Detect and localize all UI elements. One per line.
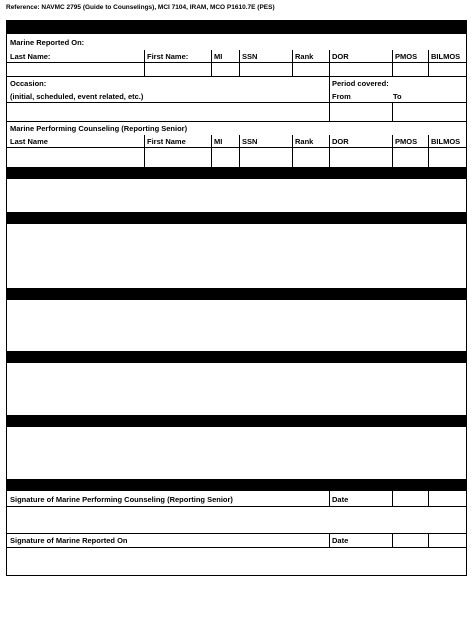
- reported-mi-field[interactable]: [212, 63, 239, 76]
- reported-pmos-label: PMOS: [395, 52, 418, 61]
- performing-rank-label: Rank: [295, 137, 314, 146]
- reported-rank-field[interactable]: [293, 63, 329, 76]
- reference-line: Reference: NAVMC 2795 (Guide to Counselings), MCI 7104, IRAM, MCO P1610.7E (PES): [6, 4, 275, 11]
- performing-first-name-label: First Name: [147, 137, 186, 146]
- section-bar-3: [7, 288, 466, 300]
- narrative-field-4[interactable]: [7, 363, 466, 415]
- narrative-field-3[interactable]: [7, 300, 466, 351]
- period-to-field[interactable]: [393, 103, 467, 121]
- reporting-senior-signature-field[interactable]: [7, 507, 466, 533]
- performing-mi-field[interactable]: [212, 148, 239, 167]
- occasion-field[interactable]: [7, 103, 329, 121]
- performing-rank-field[interactable]: [293, 148, 329, 167]
- narrative-field-1[interactable]: [7, 179, 466, 212]
- performing-last-name-field[interactable]: [7, 148, 144, 167]
- occasion-hint: (initial, scheduled, event related, etc.): [10, 92, 144, 101]
- reported-ssn-label: SSN: [242, 52, 258, 61]
- reported-on-heading: Marine Reported On:: [10, 38, 85, 47]
- reporting-senior-signature-label: Signature of Marine Performing Counseling (Reporting Senior): [10, 495, 233, 504]
- occasion-label: Occasion:: [10, 79, 47, 88]
- reported-on-signature-label: Signature of Marine Reported On: [10, 536, 128, 545]
- reported-last-name-label: Last Name:: [10, 52, 51, 61]
- reported-on-date-label: Date: [332, 536, 349, 545]
- performing-last-name-label: Last Name: [10, 137, 48, 146]
- section-bar-5: [7, 415, 466, 427]
- reported-ssn-field[interactable]: [240, 63, 292, 76]
- section-bar-2: [7, 212, 466, 224]
- reported-mi-label: MI: [214, 52, 223, 61]
- performing-heading: Marine Performing Counseling (Reporting Senior): [10, 124, 188, 133]
- performing-ssn-label: SSN: [242, 137, 258, 146]
- performing-pmos-field[interactable]: [393, 148, 428, 167]
- performing-dor-label: DOR: [332, 137, 349, 146]
- performing-ssn-field[interactable]: [240, 148, 292, 167]
- section-bar-1: [7, 167, 466, 179]
- reported-pmos-field[interactable]: [393, 63, 428, 76]
- performing-dor-field[interactable]: [330, 148, 392, 167]
- performing-mi-label: MI: [214, 137, 223, 146]
- reported-first-name-label: First Name:: [147, 52, 189, 61]
- reported-bilmos-label: BILMOS: [431, 52, 461, 61]
- section-bar-4: [7, 351, 466, 363]
- period-covered-label: Period covered:: [332, 79, 389, 88]
- performing-pmos-label: PMOS: [395, 137, 418, 146]
- reported-last-name-field[interactable]: [7, 63, 144, 76]
- reporting-senior-date-label: Date: [332, 495, 349, 504]
- narrative-field-5[interactable]: [7, 427, 466, 479]
- performing-bilmos-label: BILMOS: [431, 137, 461, 146]
- section-bar-6: [7, 479, 466, 491]
- reporting-senior-date-field[interactable]: [393, 492, 428, 506]
- reported-on-date-field[interactable]: [393, 534, 428, 547]
- section-bar-top: [7, 21, 466, 34]
- counseling-form: [6, 20, 467, 576]
- reported-bilmos-field[interactable]: [429, 63, 467, 76]
- reported-on-signature-field[interactable]: [7, 548, 466, 575]
- period-from-field[interactable]: [330, 103, 392, 121]
- narrative-field-2[interactable]: [7, 224, 466, 288]
- performing-first-name-field[interactable]: [145, 148, 211, 167]
- period-to-label: To: [393, 92, 402, 101]
- reported-dor-label: DOR: [332, 52, 349, 61]
- reported-rank-label: Rank: [295, 52, 314, 61]
- reported-first-name-field[interactable]: [145, 63, 211, 76]
- period-from-label: From: [332, 92, 351, 101]
- reported-dor-field[interactable]: [330, 63, 392, 76]
- performing-bilmos-field[interactable]: [429, 148, 467, 167]
